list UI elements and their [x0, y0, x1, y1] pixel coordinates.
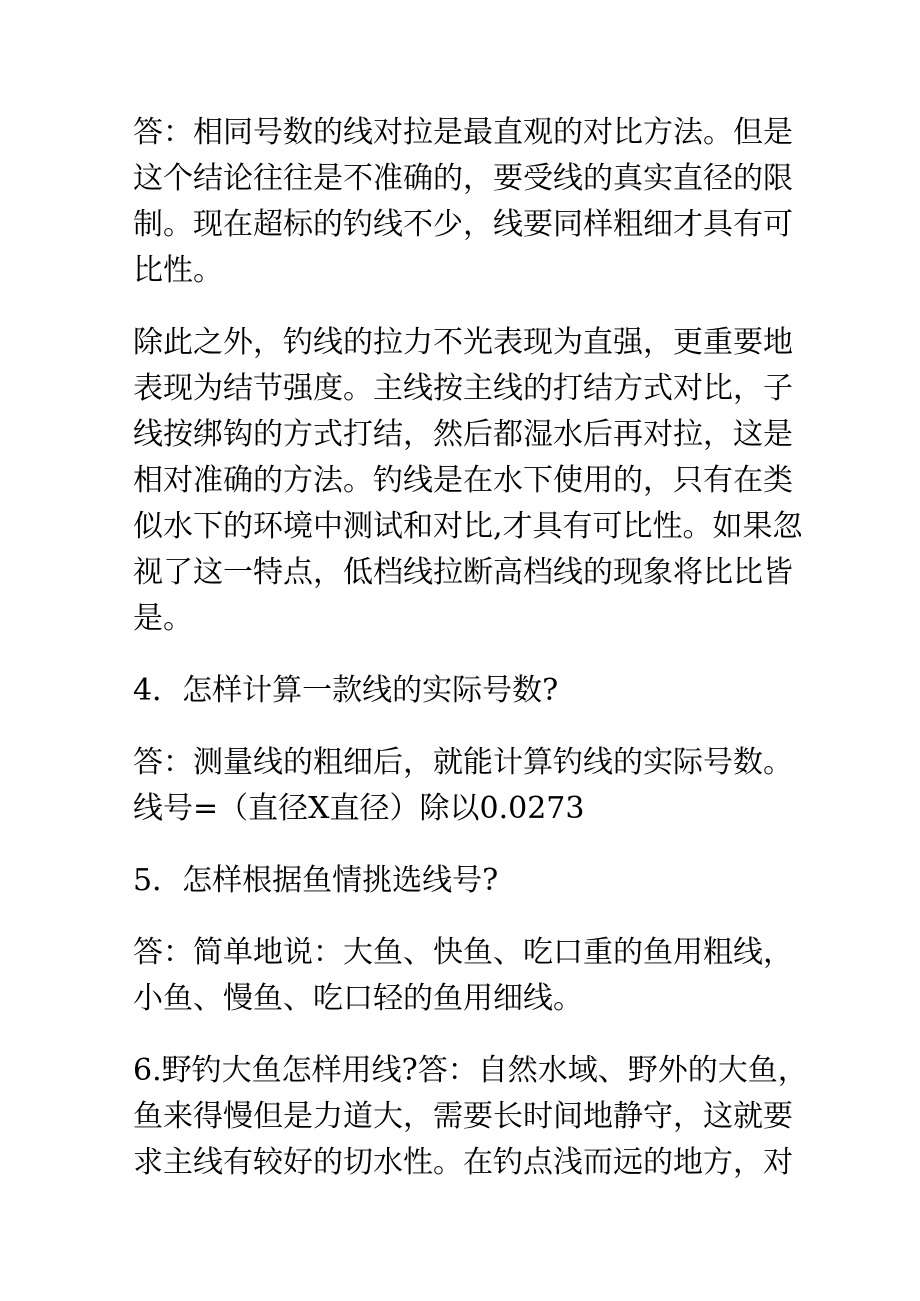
question-4-heading	[133, 668, 793, 714]
text-line: 5．怎样根据鱼情挑选线号?	[133, 863, 499, 898]
text-line: 制。现在超标的钓线不少，线要同样粗细才具有可	[133, 207, 793, 242]
text-line: 表现为结节强度。主线按主线的打结方式对比，子	[133, 371, 793, 406]
text-line: 小鱼、慢鱼、吃口轻的鱼用细线。	[133, 981, 583, 1016]
document-body	[133, 110, 808, 1212]
text-line: 答：简单地说：大鱼、快鱼、吃口重的鱼用粗线，	[133, 935, 793, 970]
text-line: 答：测量线的粗细后，就能计算钓线的实际号数。	[133, 745, 793, 780]
answer-5	[133, 930, 793, 1022]
text-line: 线按绑钩的方式打结，然后都湿水后再对拉，这是	[133, 417, 793, 452]
text-line: 线号=（直径X直径）除以0.0273	[133, 791, 585, 826]
text-line: 4．怎样计算一款线的实际号数?	[133, 673, 559, 708]
text-line: 是。	[133, 601, 193, 636]
text-line: 鱼来得慢但是力道大，需要长时间地静守，这就要	[133, 1099, 793, 1134]
text-line: 答：相同号数的线对拉是最直观的对比方法。但是	[133, 115, 793, 150]
answer-4-formula	[133, 740, 793, 832]
text-line: 这个结论往往是不准确的，要受线的真实直径的限	[133, 161, 793, 196]
text-line: 求主线有较好的切水性。在钓点浅而远的地方，对	[133, 1145, 793, 1180]
paragraph-answer-same-number-comparison	[133, 110, 793, 294]
text-line: 6.野钓大鱼怎样用线?答：自然水域、野外的大鱼，	[133, 1053, 808, 1088]
question-6-and-answer	[133, 1048, 808, 1186]
text-line: 比性。	[133, 253, 223, 288]
text-line: 除此之外，钓线的拉力不光表现为直强，更重要地	[133, 325, 793, 360]
text-line: 似水下的环境中测试和对比,才具有可比性。如果忽	[133, 509, 803, 544]
text-line: 相对准确的方法。钓线是在水下使用的，只有在类	[133, 463, 793, 498]
text-line: 视了这一特点，低档线拉断高档线的现象将比比皆	[133, 555, 793, 590]
question-5-heading	[133, 858, 793, 904]
paragraph-knot-strength	[133, 320, 803, 642]
